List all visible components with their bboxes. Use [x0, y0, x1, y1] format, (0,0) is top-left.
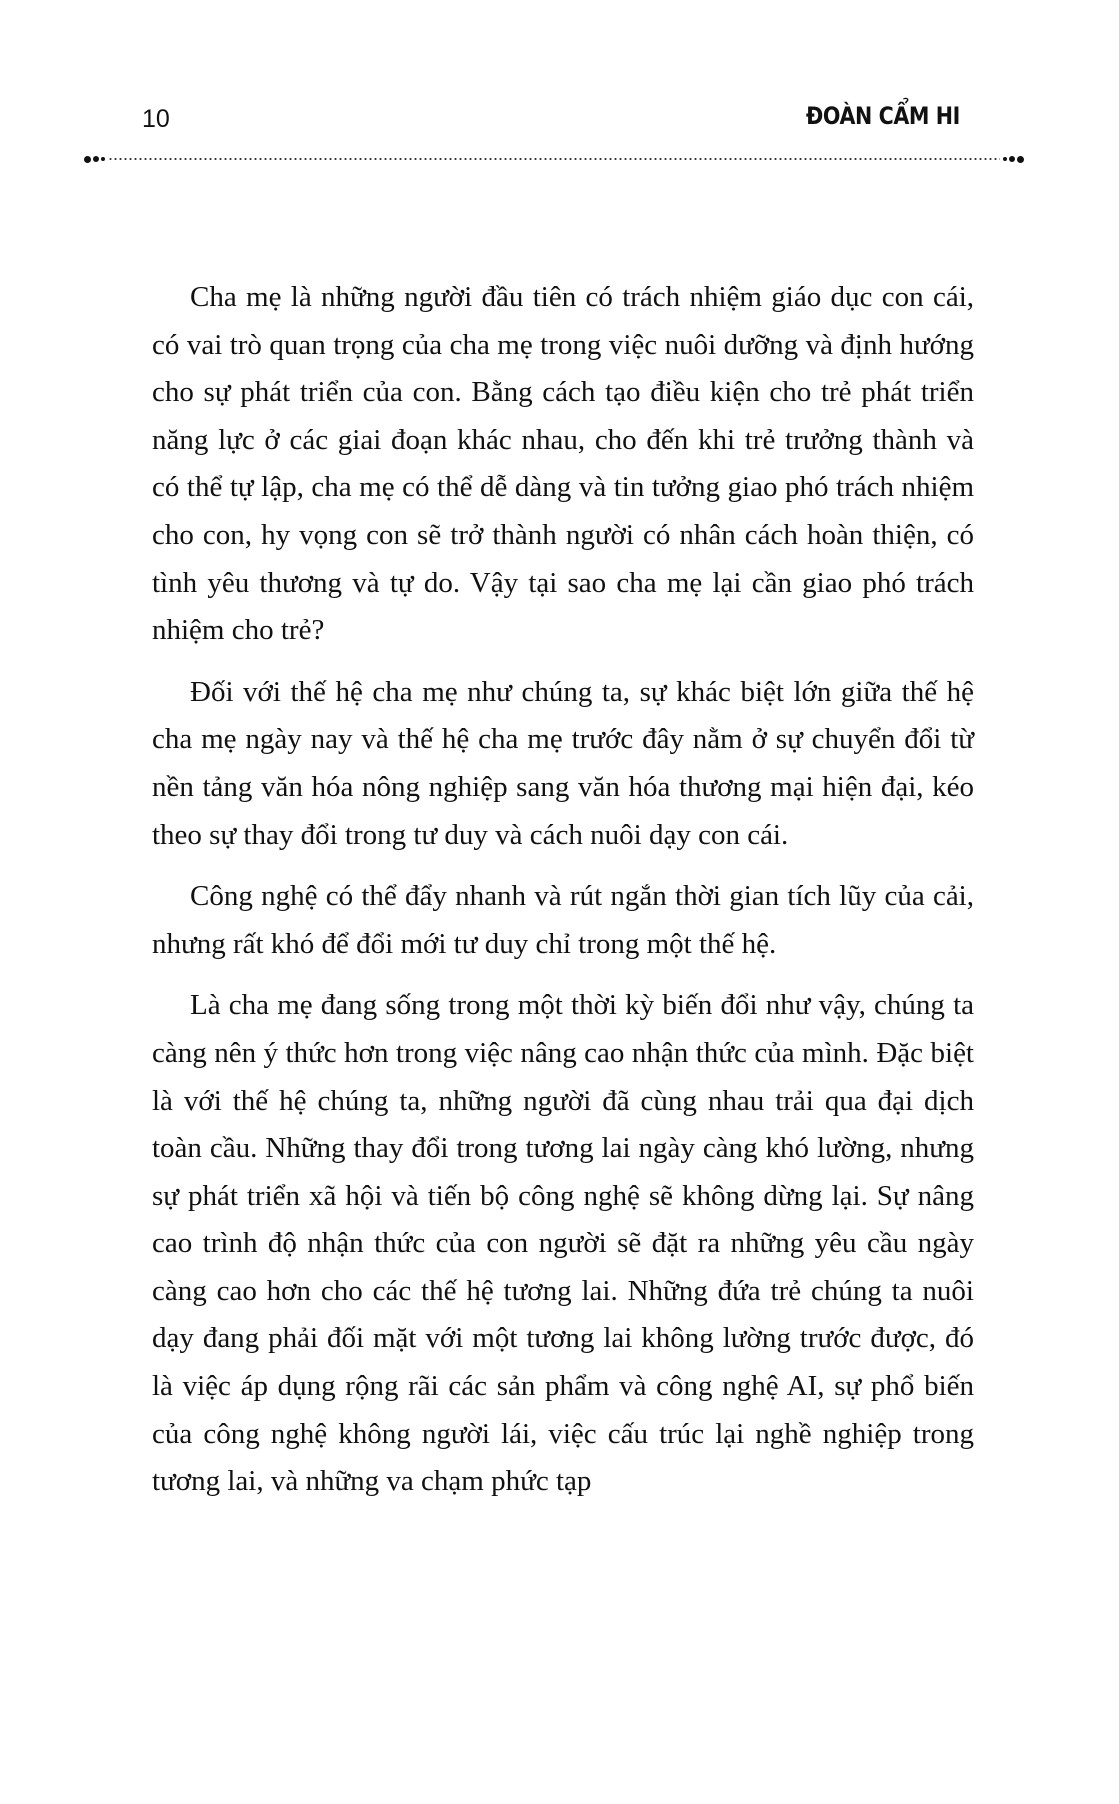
paragraph: Đối với thế hệ cha mẹ như chúng ta, sự khác biệt lớn giữa thế hệ cha mẹ ngày nay và thế hệ cha mẹ trước đây nằm ở sự chuyển đổi từ nền tảng văn hóa nông nghiệp sang văn hóa thương mại hiện đại, kéo theo sự thay đổi trong tư duy và cách nuôi dạy con cái.	[152, 675, 974, 851]
dotted-line	[108, 158, 1000, 160]
page-number: 10	[142, 105, 170, 133]
paragraph: Là cha mẹ đang sống trong một thời kỳ biến đổi như vậy, chúng ta càng nên ý thức hơn trong việc nâng cao nhận thức của mình. Đặc biệt là với thế hệ chúng ta, những người đã cùng nhau trải qua đại dịch toàn cầu. Những thay đổi trong tương lai ngày càng khó lường, nhưng sự phát triển xã hội và tiến bộ công nghệ sẽ không dừng lại. Sự nâng cao trình độ nhận thức của con người sẽ đặt ra những yêu cầu ngày càng cao hơn cho các thế hệ tương lai. Những đứa trẻ chúng ta nuôi dạy đang phải đối mặt với một tương lai không lường trước được, đó là việc áp dụng rộng rãi các sản phẩm và công nghệ AI, sự phổ biến của công nghệ không người lái, việc cấu trúc lại nghề nghiệp trong tương lai, và những va chạm phức tạp	[152, 989, 974, 1498]
running-title: ĐOÀN CẨM HI	[806, 102, 960, 130]
paragraph: Cha mẹ là những người đầu tiên có trách nhiệm giáo dục con cái, có vai trò quan trọng của cha mẹ trong việc nuôi dưỡng và định hướng cho sự phát triển của con. Bằng cách tạo điều kiện cho trẻ phát triển năng lực ở các giai đoạn khác nhau, cho đến khi trẻ trưởng thành và có thể tự lập, cha mẹ có thể dễ dàng và tin tưởng giao phó trách nhiệm cho con, hy vọng con sẽ trở thành người có nhân cách hoàn thiện, có tình yêu thương và tự do. Vậy tại sao cha mẹ lại cần giao phó trách nhiệm cho trẻ?	[152, 281, 974, 647]
header-dotted-rule	[84, 153, 1024, 165]
paragraph: Công nghệ có thể đẩy nhanh và rút ngắn thời gian tích lũy của cải, nhưng rất khó để đổi mới tư duy chỉ trong một thế hệ.	[152, 880, 974, 960]
body-text	[152, 274, 974, 1520]
rule-ornament-right	[1003, 156, 1024, 163]
rule-ornament-left	[84, 156, 105, 163]
